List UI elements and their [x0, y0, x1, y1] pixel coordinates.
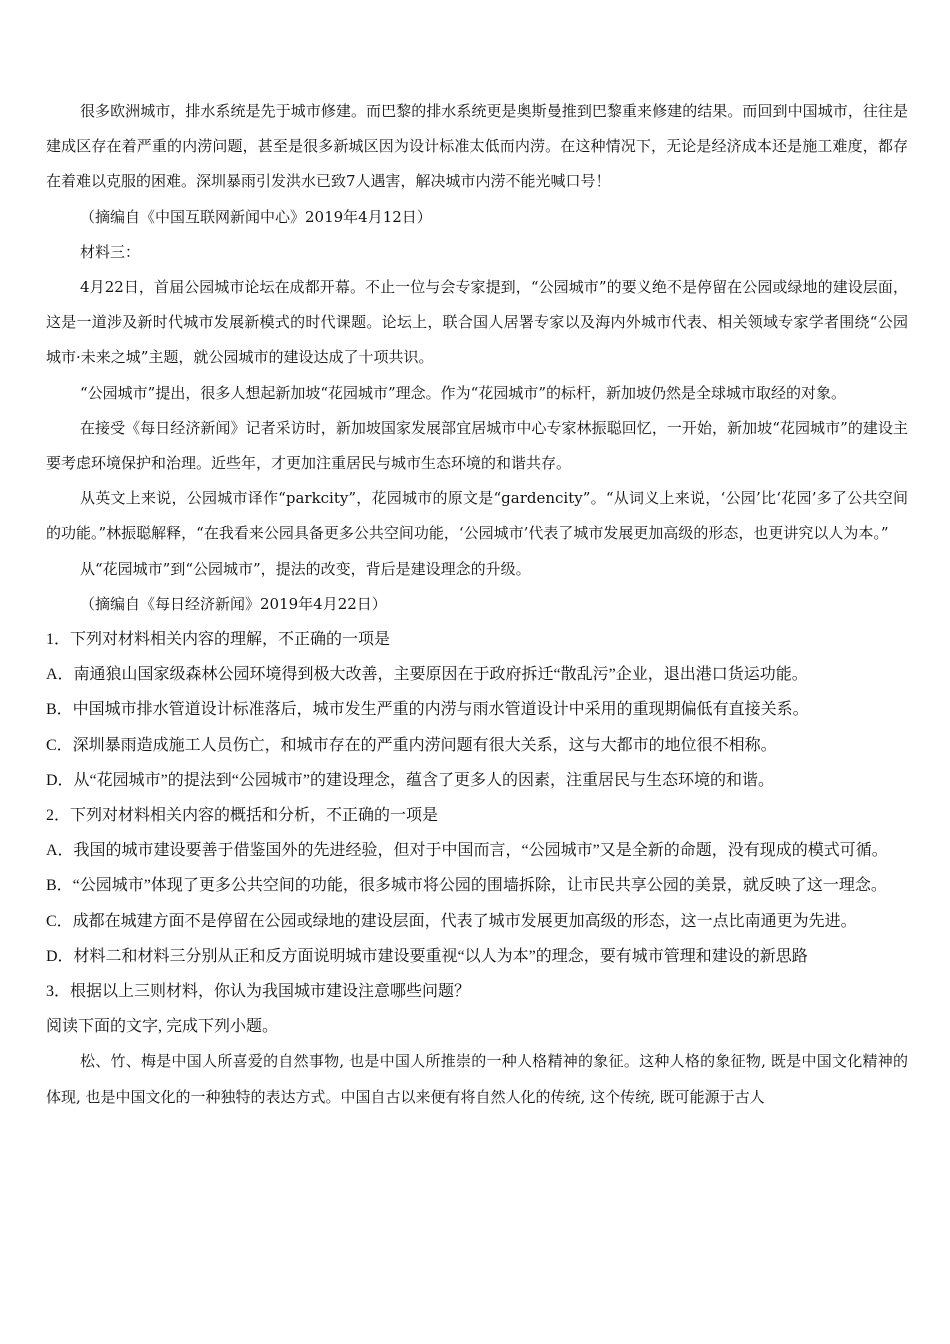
- reading-instruction: 阅读下面的文字, 完成下列小题。: [46, 1018, 279, 1036]
- material3-paragraph-4: 从英文上来说，公园城市译作“parkcity”，花园城市的原文是“gardencity”。“从词义上来说，‘公园’比‘花园’多了公共空间的功能。”林振聪解释，“在我看来公园具备更多公共空间功能，‘公园城市’代表了城市发展更加高级的形态，也更讲究以人为本。”: [46, 489, 908, 543]
- material3-paragraph-3: 在接受《每日经济新闻》记者采访时，新加坡国家发展部宜居城市中心专家林振聪回忆，一开始，新加坡“花园城市”的建设主要考虑环境保护和治理。近些年，才更加注重居民与城市生态环境的和谐共存。: [46, 418, 908, 473]
- material2-source: （摘编自《中国互联网新闻中心》2019年4月12日）: [80, 207, 432, 226]
- material3-paragraph-1: 4月22日，首届公园城市论坛在成都开幕。不止一位与会专家提到，“公园城市”的要义绝不是停留在公园或绿地的建设层面，这是一道涉及新时代城市发展新模式的时代课题。论坛上，联合国人居署专家以及海内外城市代表、相关领域专家学者围绕“公园城市·未来之城”主题，就公园城市的建设达成了十项共识。: [46, 278, 908, 367]
- question-2-option-a: A．我国的城市建设要善于借鉴国外的先进经验，但对于中国而言，“公园城市”又是全新的命题，没有现成的模式可循。: [46, 842, 888, 860]
- question-1-option-d: D．从“花园城市”的提法到“公园城市”的建设理念，蕴含了更多人的因素，注重居民与生态环境的和谐。: [46, 771, 774, 789]
- question-1-option-c: C．深圳暴雨造成施工人员伤亡，和城市存在的严重内涝问题有很大关系，这与大都市的地位很不相称。: [46, 736, 777, 754]
- document-page: [46, 94, 908, 1115]
- material2-paragraph: 很多欧洲城市，排水系统是先于城市修建。而巴黎的排水系统更是奥斯曼推到巴黎重来修建的结果。而回到中国城市，往往是建成区存在着严重的内涝问题，甚至是很多新城区因为设计标准太低而内涝。在这种情况下，无论是经济成本还是施工难度，都存在着难以克服的困难。深圳暴雨引发洪水已致7人遇害，解决城市内涝不能光喊口号！: [46, 102, 908, 191]
- material3-paragraph-2: “公园城市”提出，很多人想起新加坡“花园城市”理念。作为“花园城市”的标杆，新加坡仍然是全球城市取经的对象。: [80, 383, 847, 402]
- question-2-option-c: C．成都在城建方面不是停留在公园或绿地的建设层面，代表了城市发展更加高级的形态，这一点比南通更为先进。: [46, 912, 857, 930]
- material3-source: （摘编自《每日经济新闻》2019年4月22日）: [80, 594, 387, 613]
- reading-passage-paragraph: 松、竹、梅是中国人所喜爱的自然事物, 也是中国人所推崇的一种人格精神的象征。这种人格的象征物, 既是中国文化精神的体现, 也是中国文化的一种独特的表达方式。中国自古以来便有将自然人化的传统, 这个传统, 既可能源于古人: [46, 1052, 908, 1106]
- material3-paragraph-5: 从“花园城市”到“公园城市”，提法的改变，背后是建设理念的升级。: [80, 559, 531, 578]
- material3-heading: 材料三：: [80, 242, 141, 261]
- question-2: 2．下列对材料相关内容的概括和分析，不正确的一项是: [46, 807, 439, 825]
- question-1: 1．下列对材料相关内容的理解，不正确的一项是: [46, 631, 391, 649]
- question-2-option-b: B．“公园城市”体现了更多公共空间的功能，很多城市将公园的围墙拆除，让市民共享公园的美景，就反映了这一理念。: [46, 877, 887, 895]
- question-1-option-a: A．南通狼山国家级森林公园环境得到极大改善，主要原因在于政府拆迁“散乱污”企业，退出港口货运功能。: [46, 666, 808, 684]
- question-1-option-b: B．中国城市排水管道设计标准落后，城市发生严重的内涝与雨水管道设计中采用的重现期偏低有直接关系。: [46, 701, 809, 719]
- question-3: 3．根据以上三则材料，你认为我国城市建设注意哪些问题？: [46, 983, 471, 1001]
- question-2-option-d: D．材料二和材料三分别从正和反方面说明城市建设要重视“以人为本”的理念，要有城市管理和建设的新思路: [46, 947, 808, 965]
